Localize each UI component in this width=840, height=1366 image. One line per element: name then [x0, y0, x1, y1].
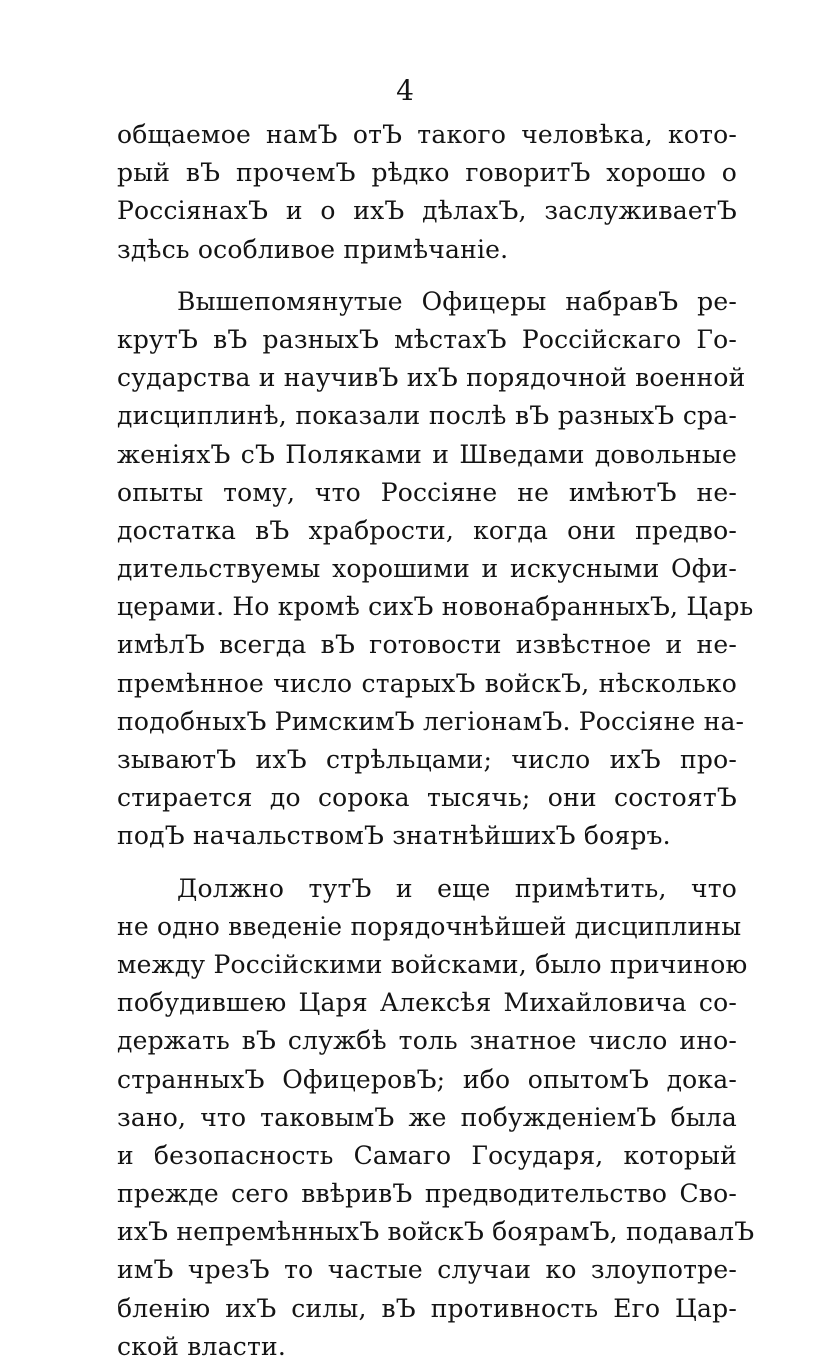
text-line: стирается до сорока тысячь; они состоятЪ: [117, 783, 737, 813]
text-line: подЪ начальствомЪ знатнѣйшихЪ бояръ.: [117, 821, 671, 851]
text-line: премѣнное число старыхЪ войскЪ, нѣсколько: [117, 668, 737, 698]
text-line: не одно введеніе порядочнѣйшей дисциплины: [117, 911, 742, 941]
text-line: между Россійскими войсками, было причиною: [117, 949, 748, 979]
text-line: имѣлЪ всегда вЪ готовости извѣстное и не-: [117, 630, 737, 660]
text-line: дисциплинѣ, показали послѣ вЪ разныхЪ сра-: [117, 401, 737, 431]
text-line: Должно тутЪ и еще примѣтить, что: [177, 873, 737, 903]
text-line: и безопасность Самаго Государя, который: [117, 1140, 737, 1170]
paragraph-2: [117, 283, 754, 856]
text-line: церами. Но кромѣ сихЪ новонабранныхЪ, Царь: [117, 592, 754, 622]
text-line: странныхЪ ОфицеровЪ; ибо опытомЪ дока-: [117, 1064, 737, 1094]
body-text: [117, 116, 755, 1366]
text-line: зываютЪ ихЪ стрѣльцами; число ихЪ про-: [117, 745, 737, 774]
text-line: зано, что таковымЪ же побужденіемЪ была: [117, 1102, 737, 1132]
text-line: рый вЪ прочемЪ рѣдко говоритЪ хорошо о: [117, 158, 737, 188]
text-line: ской власти.: [117, 1331, 286, 1361]
text-line: побудившею Царя Алексѣя Михайловича со-: [117, 988, 737, 1018]
paragraph-1: [117, 116, 737, 269]
text-line: имЪ чрезЪ то частые случаи ко злоупотре-: [117, 1255, 737, 1285]
text-line: РоссіянахЪ и о ихЪ дѣлахЪ, заслуживаетЪ: [117, 196, 737, 226]
text-line: опыты тому, что Россіяне не имѣютЪ не-: [117, 477, 737, 507]
text-line: женіяхЪ сЪ Поляками и Шведами довольные: [117, 439, 737, 469]
text-line: Вышепомянутые Офицеры набравЪ ре-: [177, 286, 737, 316]
text-line: здѣсь особливое примѣчаніе.: [117, 234, 509, 264]
text-line: ихЪ непремѣнныхЪ войскЪ боярамЪ, подавалЪ: [117, 1217, 755, 1247]
text-line: дительствуемы хорошими и искусными Офи-: [117, 554, 737, 584]
text-line: сударства и научивЪ ихЪ порядочной военной: [117, 363, 746, 393]
text-line: общаемое намЪ отЪ такого человѣка, кото-: [117, 120, 737, 149]
text-line: держать вЪ службѣ толь знатное число ино-: [117, 1026, 737, 1056]
text-line: бленію ихЪ силы, вЪ противность Его Цар-: [117, 1293, 737, 1323]
text-line: крутЪ вЪ разныхЪ мѣстахЪ Россійскаго Го-: [117, 324, 737, 354]
paragraph-3: [117, 870, 755, 1366]
page-number: 4: [396, 74, 414, 107]
text-line: достатка вЪ храбрости, когда они предво-: [117, 515, 737, 545]
text-line: прежде сего ввѣривЪ предводительство Сво-: [117, 1179, 737, 1209]
text-line: подобныхЪ РимскимЪ легіонамЪ. Россіяне на-: [117, 706, 745, 736]
